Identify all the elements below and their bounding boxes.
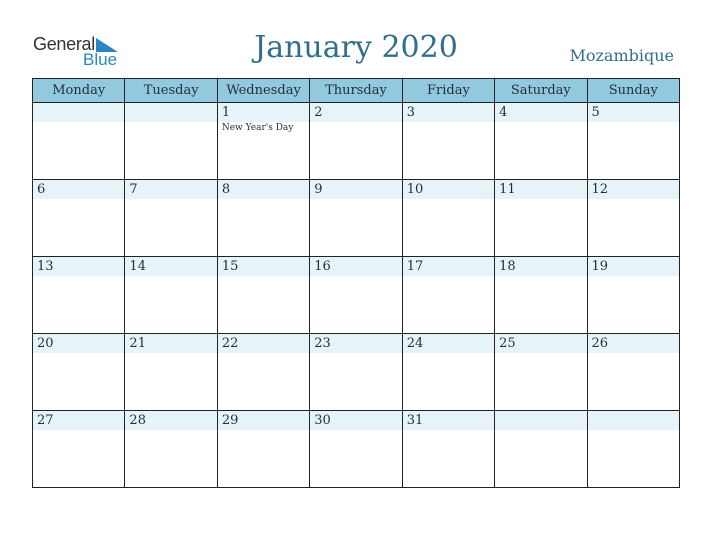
day-cell — [217, 334, 309, 411]
country-label: Mozambique — [569, 46, 674, 65]
day-number: 28 — [129, 413, 146, 428]
day-number: 19 — [591, 259, 609, 274]
day-cell — [217, 103, 309, 180]
day-number: 7 — [129, 182, 138, 197]
holiday-label: New Year's Day — [221, 123, 294, 133]
day-cell — [402, 334, 494, 411]
day-number: 17 — [406, 259, 424, 274]
day-cell — [495, 334, 587, 411]
day-cell — [217, 257, 309, 334]
day-number: 3 — [406, 105, 415, 120]
week-row — [33, 103, 680, 180]
day-cell — [125, 180, 217, 257]
weekday-header: Sunday — [587, 79, 679, 103]
day-number: 31 — [406, 413, 424, 428]
week-row — [33, 411, 680, 488]
day-cell — [125, 411, 217, 488]
day-number: 23 — [314, 336, 331, 351]
day-cell — [587, 257, 679, 334]
day-cell — [217, 411, 309, 488]
day-number: 29 — [221, 413, 239, 428]
day-cell — [587, 103, 679, 180]
calendar-title: January 2020 — [254, 30, 458, 65]
day-number: 9 — [314, 182, 323, 197]
day-cell — [495, 180, 587, 257]
logo-general-text: General — [33, 34, 95, 54]
day-number: 4 — [499, 105, 508, 120]
day-number: 8 — [221, 182, 231, 197]
day-cell — [310, 103, 402, 180]
weekday-header: Saturday — [495, 79, 587, 103]
day-number: 13 — [37, 259, 54, 274]
day-cell — [33, 180, 125, 257]
day-number: 27 — [37, 413, 54, 428]
weekday-header: Monday — [33, 79, 125, 103]
day-cell — [33, 257, 125, 334]
day-number: 30 — [314, 413, 331, 428]
day-cell — [587, 411, 679, 488]
day-number: 15 — [221, 259, 239, 274]
month-calendar — [32, 78, 680, 488]
day-number: 18 — [499, 259, 516, 274]
week-row — [33, 180, 680, 257]
day-number: 11 — [499, 182, 516, 197]
day-number: 10 — [406, 182, 424, 197]
day-cell — [402, 257, 494, 334]
day-cell — [495, 103, 587, 180]
day-cell — [310, 257, 402, 334]
weekday-header: Tuesday — [125, 79, 217, 103]
day-cell — [587, 334, 679, 411]
day-number: 2 — [314, 105, 323, 120]
day-cell — [402, 180, 494, 257]
day-cell — [402, 103, 494, 180]
day-number: 25 — [499, 336, 516, 351]
day-number: 21 — [129, 336, 146, 351]
day-cell — [310, 411, 402, 488]
day-cell — [33, 411, 125, 488]
week-row — [33, 334, 680, 411]
day-cell — [495, 411, 587, 488]
day-cell — [125, 103, 217, 180]
day-cell — [125, 334, 217, 411]
day-cell — [310, 180, 402, 257]
day-number: 26 — [591, 336, 609, 351]
weekday-header-row — [33, 79, 680, 103]
day-cell — [217, 180, 309, 257]
weekday-header: Thursday — [310, 79, 402, 103]
day-number: 20 — [37, 336, 54, 351]
day-cell — [402, 411, 494, 488]
day-cell — [125, 257, 217, 334]
logo-blue-text: Blue — [83, 50, 118, 69]
day-number: 5 — [591, 105, 600, 120]
day-cell — [33, 103, 125, 180]
day-cell — [495, 257, 587, 334]
weekday-header: Wednesday — [217, 79, 309, 103]
day-number: 24 — [406, 336, 424, 351]
day-number: 6 — [37, 182, 46, 197]
day-cell — [33, 334, 125, 411]
day-cell — [310, 334, 402, 411]
day-number: 1 — [221, 105, 231, 120]
day-number: 16 — [314, 259, 331, 274]
day-number: 14 — [129, 259, 146, 274]
day-number: 22 — [221, 336, 239, 351]
day-number: 12 — [591, 182, 609, 197]
week-row — [33, 257, 680, 334]
weekday-header: Friday — [402, 79, 494, 103]
day-cell — [587, 180, 679, 257]
